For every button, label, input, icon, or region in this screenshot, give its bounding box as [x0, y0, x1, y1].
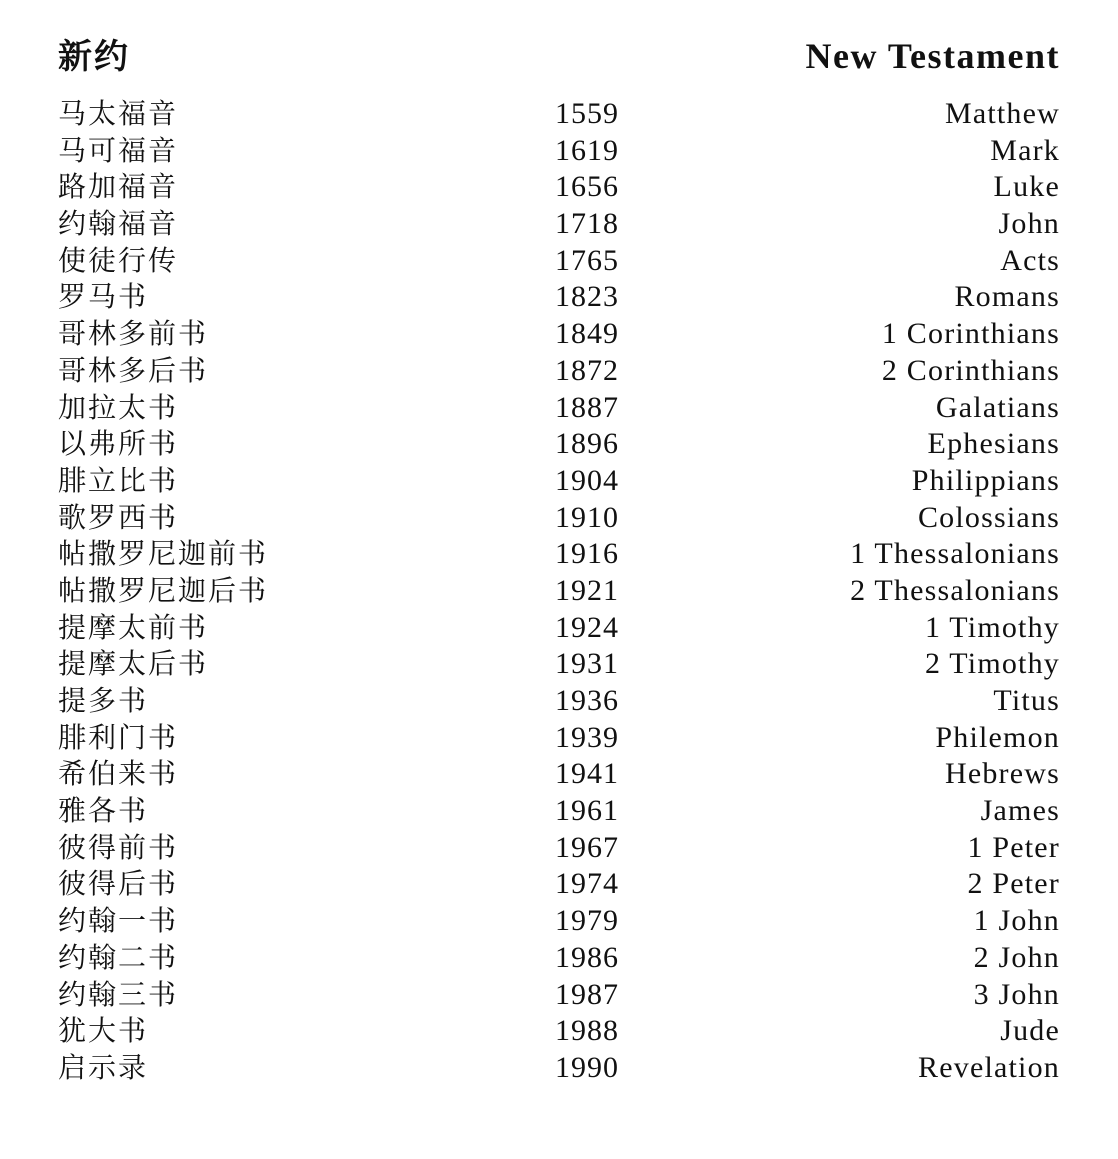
book-name-chinese: 加拉太书: [58, 390, 179, 424]
book-name-chinese: 以弗所书: [58, 427, 179, 461]
book-name-english: Titus: [993, 684, 1060, 717]
page-number: 1916: [555, 537, 619, 571]
book-name-chinese: 彼得后书: [58, 867, 179, 901]
book-name-english: 2 Corinthians: [881, 353, 1060, 387]
book-name-english: Galatians: [935, 390, 1060, 424]
book-name-chinese: 提多书: [58, 684, 149, 717]
book-name-chinese: 彼得前书: [58, 830, 179, 864]
book-entry: [58, 169, 1060, 206]
book-entry: [58, 426, 1060, 463]
book-entry: [58, 316, 1060, 353]
book-name-chinese: 雅各书: [58, 794, 149, 828]
book-name-english: 2 Peter: [967, 867, 1060, 901]
book-name-chinese: 约翰一书: [58, 904, 179, 938]
book-entry: [58, 243, 1060, 280]
book-name-english: Jude: [1000, 1014, 1060, 1048]
book-name-english: Acts: [1000, 243, 1060, 277]
book-name-chinese: 马太福音: [58, 97, 179, 130]
book-name-chinese: 路加福音: [58, 170, 179, 204]
book-name-english: John: [998, 207, 1060, 241]
book-entry: [58, 133, 1060, 170]
book-name-english: Matthew: [944, 97, 1060, 130]
book-name-chinese: 提摩太后书: [58, 647, 209, 681]
page-number: 1656: [555, 170, 619, 204]
book-entry: [58, 536, 1060, 573]
book-name-chinese: 希伯来书: [58, 757, 179, 791]
book-name-english: 1 Timothy: [924, 610, 1060, 644]
page-number: 1849: [555, 317, 619, 351]
page-number: 1979: [555, 904, 619, 938]
page-number: 1931: [555, 647, 619, 681]
page-number: 1961: [555, 794, 619, 828]
book-name-chinese: 哥林多前书: [58, 317, 209, 351]
book-name-english: Ephesians: [927, 427, 1060, 461]
page-number: 1718: [555, 207, 619, 241]
book-name-english: Romans: [954, 280, 1060, 314]
section-title-english: New Testament: [805, 36, 1060, 76]
book-name-english: Mark: [990, 133, 1060, 167]
book-name-chinese: 歌罗西书: [58, 500, 179, 534]
book-entry: [58, 793, 1060, 830]
table-of-contents: [58, 30, 1060, 1087]
page-number: 1939: [555, 720, 619, 754]
book-name-chinese: 帖撒罗尼迦前书: [58, 537, 269, 571]
page-number: 1941: [555, 757, 619, 791]
book-entry: [58, 353, 1060, 390]
book-name-english: Hebrews: [944, 757, 1060, 791]
book-name-chinese: 腓利门书: [58, 720, 179, 754]
page-number: 1896: [555, 427, 619, 461]
book-entry: [58, 610, 1060, 647]
book-name-english: 2 John: [973, 940, 1060, 974]
page-number: 1986: [555, 940, 619, 974]
page-number: 1823: [555, 280, 619, 314]
book-entry: [58, 646, 1060, 683]
book-name-chinese: 腓立比书: [58, 463, 179, 497]
book-entry: [58, 903, 1060, 940]
book-name-chinese: 帖撒罗尼迦后书: [58, 573, 269, 607]
page-number: 1987: [555, 977, 619, 1011]
book-name-english: 3 John: [973, 977, 1060, 1011]
book-name-chinese: 提摩太前书: [58, 610, 209, 644]
contents-header: [58, 30, 1060, 92]
page-number: 1904: [555, 463, 619, 497]
book-entry: [58, 206, 1060, 243]
page-number: 1887: [555, 390, 619, 424]
book-name-english: Revelation: [918, 1050, 1060, 1084]
page-number: 1974: [555, 867, 619, 901]
book-name-english: James: [980, 794, 1060, 828]
book-name-chinese: 马可福音: [58, 133, 179, 167]
book-name-english: Philemon: [935, 720, 1060, 754]
book-entry: [58, 500, 1060, 537]
book-name-chinese: 犹大书: [58, 1014, 149, 1048]
book-name-chinese: 约翰三书: [58, 977, 179, 1011]
book-name-chinese: 启示录: [58, 1050, 149, 1084]
book-list: [58, 96, 1060, 1087]
page-number: 1872: [555, 353, 619, 387]
page-number: 1921: [555, 573, 619, 607]
book-name-english: 1 Corinthians: [881, 317, 1060, 351]
book-name-english: Colossians: [917, 500, 1060, 534]
book-entry: [58, 1050, 1060, 1087]
page-number: 1936: [555, 684, 619, 717]
book-entry: [58, 977, 1060, 1014]
book-name-chinese: 约翰福音: [58, 207, 179, 241]
book-entry: [58, 720, 1060, 757]
page-number: 1924: [555, 610, 619, 644]
book-name-english: Luke: [993, 170, 1060, 204]
book-name-english: 2 Timothy: [924, 647, 1060, 681]
book-name-english: Philippians: [911, 463, 1060, 497]
book-name-english: 1 Peter: [967, 830, 1060, 864]
book-name-english: 2 Thessalonians: [850, 573, 1060, 607]
book-entry: [58, 830, 1060, 867]
page-number: 1559: [555, 97, 619, 130]
book-entry: [58, 390, 1060, 427]
book-name-chinese: 使徒行传: [58, 243, 179, 277]
page-number: 1967: [555, 830, 619, 864]
book-name-english: 1 Thessalonians: [850, 537, 1060, 571]
book-entry: [58, 96, 1060, 133]
book-entry: [58, 1013, 1060, 1050]
book-entry: [58, 683, 1060, 720]
page-number: 1765: [555, 243, 619, 277]
book-name-chinese: 哥林多后书: [58, 353, 209, 387]
book-entry: [58, 756, 1060, 793]
book-entry: [58, 940, 1060, 977]
page-number: 1910: [555, 500, 619, 534]
page-number: 1619: [555, 133, 619, 167]
book-entry: [58, 279, 1060, 316]
page-number: 1990: [555, 1050, 619, 1084]
book-name-chinese: 约翰二书: [58, 940, 179, 974]
book-entry: [58, 573, 1060, 610]
book-entry: [58, 866, 1060, 903]
book-name-english: 1 John: [973, 904, 1060, 938]
section-title-chinese: 新约: [58, 37, 130, 77]
book-name-chinese: 罗马书: [58, 280, 149, 314]
page-number: 1988: [555, 1014, 619, 1048]
book-entry: [58, 463, 1060, 500]
